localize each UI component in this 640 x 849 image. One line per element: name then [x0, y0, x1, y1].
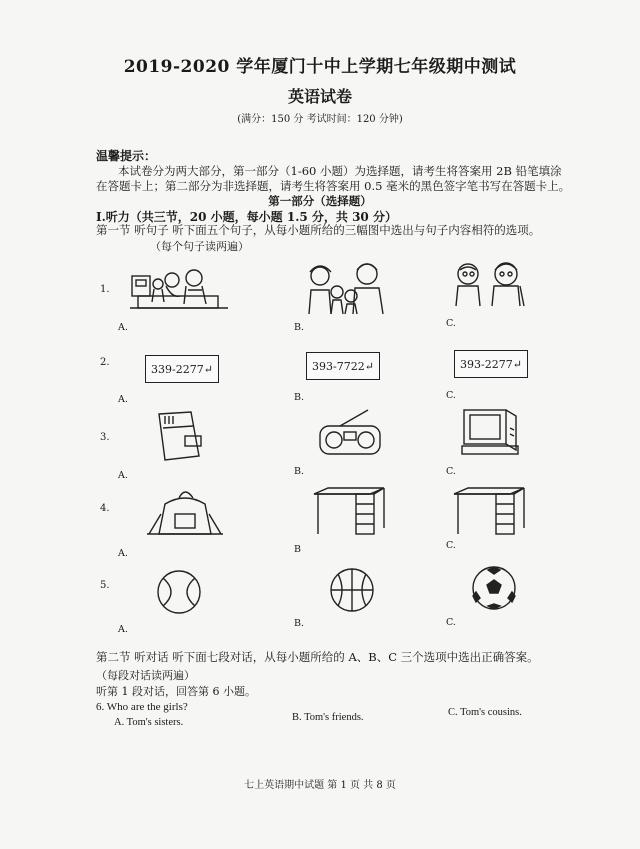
- notice-heading: 温馨提示：: [96, 149, 157, 163]
- radio-picture: [318, 408, 382, 458]
- phone-number-box: 393-2277↵: [454, 350, 528, 378]
- listening-heading: I.听力（共三节，20 小题，每小题 1.5 分，共 30 分）: [96, 210, 397, 224]
- section1-note: （每个句子读两遍）: [150, 240, 249, 253]
- option-label: C.: [446, 466, 456, 477]
- page-footer: 七上英语期中试题 第 1 页 共 8 页: [244, 780, 396, 791]
- question-6-option-a: A. Tom's sisters.: [114, 717, 184, 728]
- desk-picture: [312, 486, 386, 538]
- section2-note: （每段对话读两遍）: [96, 669, 195, 682]
- question-number: 4.: [100, 503, 110, 514]
- question-number: 1.: [100, 284, 110, 295]
- option-label: C.: [446, 540, 456, 551]
- section2-heading: 第二节 听对话 听下面七段对话，从每小题所给的 A、B、C 三个选项中选出正确答案。: [96, 650, 539, 664]
- question-number: 5.: [100, 580, 110, 591]
- option-label: B.: [294, 392, 305, 403]
- option-label: A.: [118, 394, 128, 405]
- notice-line-1: 本试卷分为两大部分，第一部分（1-60 小题）为选择题，请考生将答案用 2B 铅笔填涂: [118, 164, 562, 178]
- backpack-picture: [145, 488, 225, 540]
- question-6-option-b: B. Tom's friends.: [292, 712, 364, 723]
- exam-title: 2019-2020 学年厦门十中上学期七年级期中测试: [123, 57, 517, 77]
- option-label: A.: [118, 548, 128, 559]
- computer-picture: [460, 408, 522, 458]
- family-desk-picture: [130, 268, 230, 314]
- family-portrait-picture: [305, 262, 385, 318]
- section1-heading: 第一节 听句子 听下面五个句子，从每小题所给的三幅图中选出与句子内容相符的选项。: [96, 223, 541, 237]
- basketball-picture: [328, 566, 376, 614]
- option-label: B.: [294, 466, 305, 477]
- option-label: B.: [294, 322, 305, 333]
- exam-subtitle: 英语试卷: [287, 87, 352, 106]
- option-label: C.: [446, 617, 456, 628]
- part-one-heading: 第一部分（选择题）: [268, 194, 372, 208]
- option-label: B: [294, 544, 301, 555]
- dialogue-1-instruction: 听第 1 段对话，回答第 6 小题。: [96, 685, 256, 698]
- notice-line-2: 在答题卡上；第二部分为非选择题，请考生将答案用 0.5 毫米的黑色签字笔书写在答题卡上。: [96, 179, 571, 193]
- option-label: B.: [294, 618, 305, 629]
- option-label: A.: [118, 624, 128, 635]
- soccer-ball-picture: [470, 564, 518, 612]
- option-label: C.: [446, 318, 456, 329]
- option-label: A.: [118, 322, 128, 333]
- grandparents-picture: [448, 262, 528, 308]
- tennis-ball-picture: [155, 568, 203, 616]
- score-time-line: (满分：150 分 考试时间：120 分钟): [237, 114, 403, 125]
- question-6-stem: 6. Who are the girls?: [96, 701, 188, 713]
- phone-number-box: 339-2277↵: [145, 355, 219, 383]
- phone-number-box: 393-7722↵: [306, 352, 380, 380]
- option-label: A.: [118, 470, 128, 481]
- question-number: 3.: [100, 432, 110, 443]
- desk-picture: [452, 486, 526, 538]
- question-number: 2.: [100, 357, 110, 368]
- question-6-option-c: C. Tom's cousins.: [448, 707, 522, 718]
- wallet-picture: [155, 410, 207, 462]
- option-label: C.: [446, 390, 456, 401]
